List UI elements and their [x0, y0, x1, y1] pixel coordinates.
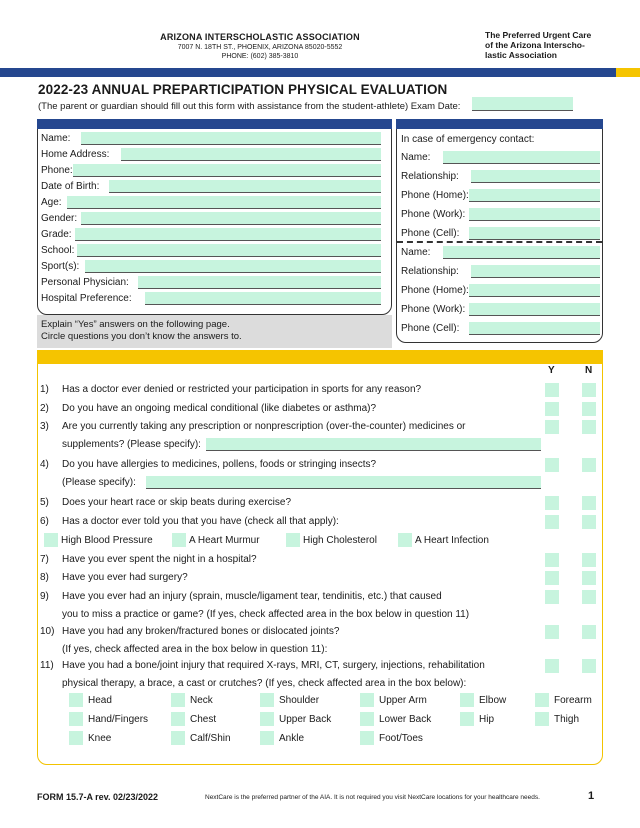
- emergency-field-label: Relationship:: [401, 266, 459, 277]
- body-area-label: Shoulder: [279, 695, 320, 706]
- condition-checkbox[interactable]: [172, 533, 186, 547]
- question-text: Have you had any broken/fractured bones or dislocated joints?: [62, 626, 340, 637]
- emergency-field-label: Phone (Home):: [401, 190, 469, 201]
- preferred-partner-note: The Preferred Urgent Care of the Arizona Interscho- lastic Association: [485, 30, 592, 60]
- answer-no-checkbox[interactable]: [582, 553, 596, 567]
- body-area-checkbox[interactable]: [460, 712, 474, 726]
- form-revision: FORM 15.7-A rev. 02/23/2022: [37, 792, 159, 802]
- condition-label: A Heart Murmur: [189, 535, 260, 546]
- personal-field-label: Age:: [41, 197, 62, 208]
- personal-field-label: Personal Physician:: [41, 277, 129, 288]
- question-text: Have you ever had an injury (sprain, muscle/ligament tear, tendinitis, etc.) that caused: [62, 591, 442, 602]
- body-area-checkbox[interactable]: [260, 731, 274, 745]
- question-text: Do you have an ongoing medical conditional (like diabetes or asthma)?: [62, 403, 377, 414]
- condition-label: High Blood Pressure: [61, 535, 153, 546]
- body-area-checkbox[interactable]: [260, 712, 274, 726]
- question-number: 3): [40, 421, 49, 432]
- body-area-label: Hip: [479, 714, 495, 725]
- answer-no-checkbox[interactable]: [582, 420, 596, 434]
- personal-field-input[interactable]: [138, 276, 381, 289]
- emergency-field-input[interactable]: [469, 227, 600, 240]
- condition-checkbox[interactable]: [44, 533, 58, 547]
- emergency-contact-bar: [396, 119, 603, 129]
- body-area-label: Ankle: [279, 733, 305, 744]
- condition-label: A Heart Infection: [415, 535, 489, 546]
- answer-no-checkbox[interactable]: [582, 496, 596, 510]
- body-area-checkbox[interactable]: [69, 731, 83, 745]
- question-text: you to miss a practice or game? (If yes, check affected area in the box below in question 11): [62, 609, 470, 620]
- question-text: Do you have allergies to medicines, pollens, foods or stringing insects?: [62, 459, 377, 470]
- answer-yes-checkbox[interactable]: [545, 458, 559, 472]
- emergency-field-input[interactable]: [469, 284, 600, 297]
- body-area-checkbox[interactable]: [260, 693, 274, 707]
- condition-label: High Cholesterol: [303, 535, 377, 546]
- association-name: ARIZONA INTERSCHOLASTIC ASSOCIATION: [160, 32, 360, 42]
- personal-field-label: Sport(s):: [41, 261, 80, 272]
- question-text: (Please specify):: [62, 477, 136, 488]
- answer-yes-checkbox[interactable]: [545, 659, 559, 673]
- personal-field-label: Home Address:: [41, 149, 110, 160]
- question-text: (If yes, check affected area in the box below in question 11):: [62, 644, 328, 655]
- explain-instructions: Explain “Yes” answers on the following page. Circle questions you don’t know the answers to.: [37, 315, 392, 348]
- yes-column-label: Y: [548, 365, 555, 376]
- body-area-checkbox[interactable]: [69, 712, 83, 726]
- question-number: 7): [40, 554, 49, 565]
- answer-no-checkbox[interactable]: [582, 625, 596, 639]
- question-number: 8): [40, 572, 49, 583]
- form-intro: (The parent or guardian should fill out this form with assistance from the student-athlete) Exam Date:: [38, 101, 461, 112]
- page-number: 1: [588, 790, 595, 802]
- emergency-field-input[interactable]: [443, 246, 600, 259]
- emergency-field-label: Phone (Work):: [401, 304, 466, 315]
- answer-no-checkbox[interactable]: [582, 571, 596, 585]
- body-area-checkbox[interactable]: [171, 712, 185, 726]
- emergency-field-input[interactable]: [469, 189, 600, 202]
- answer-no-checkbox[interactable]: [582, 402, 596, 416]
- personal-field-label: Grade:: [41, 229, 72, 240]
- answer-yes-checkbox[interactable]: [545, 515, 559, 529]
- question-number: 9): [40, 591, 49, 602]
- body-area-checkbox[interactable]: [360, 693, 374, 707]
- answer-yes-checkbox[interactable]: [545, 553, 559, 567]
- answer-no-checkbox[interactable]: [582, 590, 596, 604]
- emergency-field-label: Phone (Cell):: [401, 228, 460, 239]
- emergency-field-label: Phone (Cell):: [401, 323, 460, 334]
- question-text: physical therapy, a brace, a cast or crutches? (If yes, check affected area in the box below):: [62, 678, 467, 689]
- answer-no-checkbox[interactable]: [582, 383, 596, 397]
- answer-yes-checkbox[interactable]: [545, 402, 559, 416]
- question-number: 1): [40, 384, 49, 395]
- personal-field-label: Phone:: [41, 165, 73, 176]
- answer-yes-checkbox[interactable]: [545, 420, 559, 434]
- answer-no-checkbox[interactable]: [582, 515, 596, 529]
- emergency-contact-separator: [397, 241, 602, 243]
- body-area-checkbox[interactable]: [360, 712, 374, 726]
- personal-field-input[interactable]: [109, 180, 381, 193]
- emergency-field-input[interactable]: [469, 208, 600, 221]
- question-text: Have you ever spent the night in a hospital?: [62, 554, 257, 565]
- emergency-heading: In case of emergency contact:: [401, 134, 535, 145]
- emergency-field-input[interactable]: [443, 151, 600, 164]
- emergency-field-input[interactable]: [469, 303, 600, 316]
- question-text: Does your heart race or skip beats during exercise?: [62, 497, 292, 508]
- header-accent-bar: [616, 68, 640, 77]
- question-number: 6): [40, 516, 49, 527]
- header-divider-bar: [0, 68, 640, 77]
- emergency-field-input[interactable]: [471, 265, 600, 278]
- question-text: Has a doctor ever told you that you have (check all that apply):: [62, 516, 339, 527]
- personal-field-label: Name:: [41, 133, 71, 144]
- association-header: [150, 33, 370, 62]
- form-title: 2022-23 ANNUAL PREPARTICIPATION PHYSICAL EVALUATION: [38, 82, 448, 97]
- answer-no-checkbox[interactable]: [582, 458, 596, 472]
- question-text: Are you currently taking any prescription or nonprescription (over-the-counter) medicines or: [62, 421, 466, 432]
- questions-bar: [37, 350, 603, 364]
- personal-field-label: Gender:: [41, 213, 78, 224]
- personal-field-label: Hospital Preference:: [41, 293, 132, 304]
- emergency-field-label: Phone (Home):: [401, 285, 469, 296]
- association-address: 7007 N. 18TH ST., PHOENIX, ARIZONA 85020-5552: [177, 43, 343, 51]
- emergency-field-label: Phone (Work):: [401, 209, 466, 220]
- body-area-label: Thigh: [554, 714, 580, 725]
- personal-field-label: School:: [41, 245, 75, 256]
- association-phone: PHONE: (602) 385-3810: [221, 53, 299, 60]
- emergency-field-label: Relationship:: [401, 171, 459, 182]
- body-area-checkbox[interactable]: [69, 693, 83, 707]
- exam-date-field[interactable]: [472, 97, 573, 111]
- answer-yes-checkbox[interactable]: [545, 383, 559, 397]
- answer-yes-checkbox[interactable]: [545, 496, 559, 510]
- personal-field-input[interactable]: [67, 196, 381, 209]
- question-number: 2): [40, 403, 49, 414]
- personal-info-bar: [37, 119, 392, 129]
- personal-field-input[interactable]: [85, 260, 381, 273]
- body-area-checkbox[interactable]: [535, 693, 549, 707]
- answer-yes-checkbox[interactable]: [545, 571, 559, 585]
- condition-checkbox[interactable]: [398, 533, 412, 547]
- condition-checkbox[interactable]: [286, 533, 300, 547]
- answer-yes-checkbox[interactable]: [545, 590, 559, 604]
- personal-field-input[interactable]: [145, 292, 381, 305]
- emergency-field-input[interactable]: [471, 170, 600, 183]
- body-area-label: Foot/Toes: [379, 733, 423, 744]
- emergency-field-input[interactable]: [469, 322, 600, 335]
- body-area-label: Calf/Shin: [190, 733, 231, 744]
- body-area-label: Lower Back: [379, 714, 432, 725]
- question-number: 11): [40, 660, 54, 671]
- question-number: 10): [40, 626, 55, 637]
- question-text: supplements? (Please specify):: [62, 439, 201, 450]
- body-area-checkbox[interactable]: [171, 731, 185, 745]
- answer-no-checkbox[interactable]: [582, 659, 596, 673]
- question-text: Has a doctor ever denied or restricted your participation in sports for any reason?: [62, 384, 422, 395]
- question-number: 5): [40, 497, 49, 508]
- question-number: 4): [40, 459, 49, 470]
- body-area-label: Elbow: [479, 695, 507, 706]
- personal-field-input[interactable]: [121, 148, 381, 161]
- footer-note: NextCare is the preferred partner of the AIA. It is not required you visit NextCare locations for your healthcare needs.: [205, 794, 540, 801]
- body-area-checkbox[interactable]: [171, 693, 185, 707]
- specify-input[interactable]: [146, 476, 541, 489]
- body-area-label: Neck: [190, 695, 213, 706]
- personal-field-input[interactable]: [81, 132, 381, 145]
- body-area-label: Head: [88, 695, 112, 706]
- personal-field-input[interactable]: [73, 164, 381, 177]
- body-area-checkbox[interactable]: [460, 693, 474, 707]
- body-area-label: Upper Arm: [379, 695, 427, 706]
- no-column-label: N: [585, 365, 593, 376]
- personal-field-input[interactable]: [75, 228, 381, 241]
- body-area-label: Upper Back: [279, 714, 332, 725]
- body-area-label: Knee: [88, 733, 112, 744]
- question-text: Have you had a bone/joint injury that required X-rays, MRI, CT, surgery, injections, rehabilitation: [62, 660, 485, 671]
- body-area-checkbox[interactable]: [360, 731, 374, 745]
- personal-field-input[interactable]: [81, 212, 381, 225]
- body-area-label: Hand/Fingers: [88, 714, 149, 725]
- personal-field-input[interactable]: [77, 244, 381, 257]
- body-area-checkbox[interactable]: [535, 712, 549, 726]
- body-area-label: Forearm: [554, 695, 592, 706]
- emergency-field-label: Name:: [401, 247, 431, 258]
- answer-yes-checkbox[interactable]: [545, 625, 559, 639]
- personal-field-label: Date of Birth:: [41, 181, 100, 192]
- specify-input[interactable]: [206, 438, 541, 451]
- question-text: Have you ever had surgery?: [62, 572, 188, 583]
- emergency-field-label: Name:: [401, 152, 431, 163]
- body-area-label: Chest: [190, 714, 217, 725]
